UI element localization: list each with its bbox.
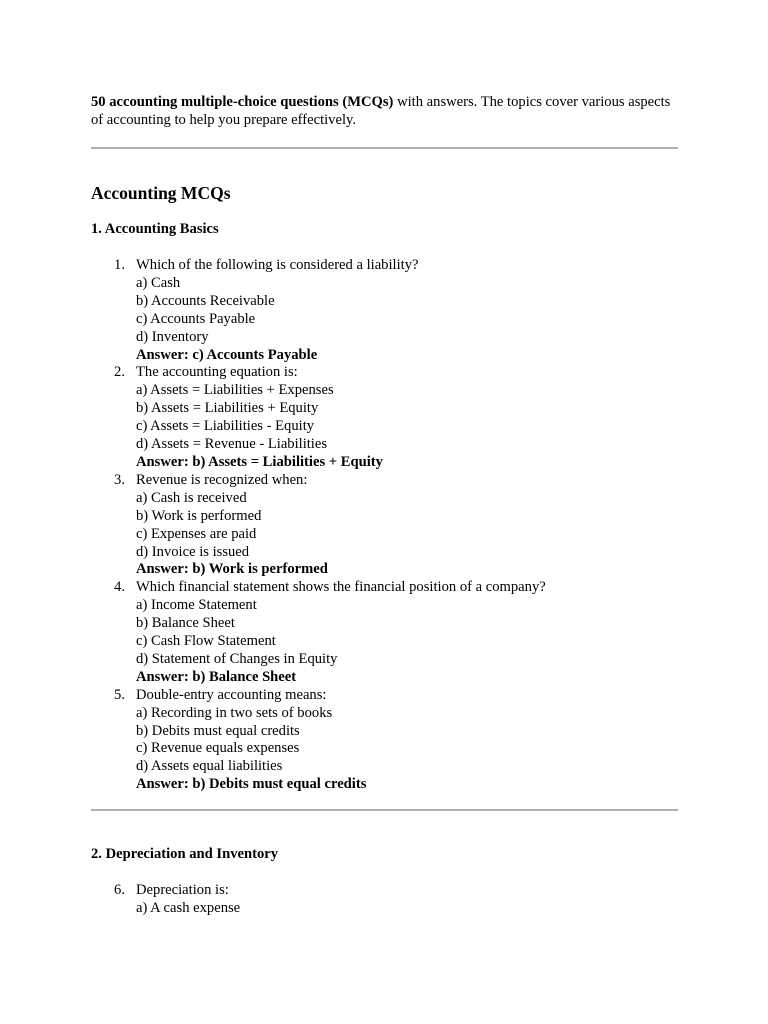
question-list [91, 257, 681, 794]
question-number: 6. [114, 882, 125, 898]
horizontal-divider [91, 809, 678, 811]
option: b) Debits must equal credits [136, 722, 300, 739]
option: c) Assets = Liabilities - Equity [136, 418, 315, 435]
answer: Answer: b) Work is performed [136, 561, 328, 578]
question-list [91, 882, 681, 918]
question-text: Depreciation is: [136, 882, 229, 898]
option: a) Cash [136, 274, 181, 291]
answer: Answer: b) Debits must equal credits [136, 776, 367, 793]
question-text: Which of the following is considered a liability? [136, 257, 419, 273]
option: b) Assets = Liabilities + Equity [136, 400, 319, 417]
option: c) Revenue equals expenses [136, 740, 300, 757]
question-number: 5. [114, 686, 125, 703]
option: b) Work is performed [136, 507, 262, 524]
question-item [91, 257, 681, 364]
question-item [91, 882, 681, 918]
section-title-depreciation-inventory: 2. Depreciation and Inventory [91, 846, 279, 862]
option: a) Cash is received [136, 489, 247, 506]
option: d) Assets = Revenue - Liabilities [136, 436, 328, 453]
option: b) Balance Sheet [136, 615, 235, 632]
question-text: Double-entry accounting means: [136, 686, 327, 703]
question-text: The accounting equation is: [136, 364, 298, 381]
question-number: 2. [114, 364, 125, 381]
question-number: 4. [114, 579, 125, 596]
option: a) A cash expense [136, 899, 241, 916]
answer: Answer: b) Balance Sheet [136, 668, 297, 685]
answer: Answer: c) Accounts Payable [136, 346, 318, 363]
question-item [91, 579, 681, 686]
question-number: 1. [114, 257, 125, 273]
answer: Answer: b) Assets = Liabilities + Equity [136, 453, 383, 470]
option: d) Inventory [136, 328, 209, 345]
option: a) Assets = Liabilities + Expenses [136, 382, 334, 399]
question-item [91, 687, 681, 794]
question-text: Revenue is recognized when: [136, 471, 308, 488]
option: d) Assets equal liabilities [136, 758, 283, 775]
option: d) Invoice is issued [136, 543, 250, 560]
section-title-accounting-basics: 1. Accounting Basics [91, 221, 219, 237]
option: a) Recording in two sets of books [136, 704, 333, 721]
option: a) Income Statement [136, 597, 257, 614]
page-heading: Accounting MCQs [91, 183, 231, 203]
question-item [91, 364, 681, 471]
intro-bold-text: 50 accounting multiple-choice questions (MCQs) [91, 94, 394, 110]
question-text: Which financial statement shows the financial position of a company? [136, 579, 546, 596]
option: c) Expenses are paid [136, 525, 257, 542]
intro-text: with answers. The topics cover various aspects of accounting to help you prepare effectively. [91, 94, 671, 128]
intro-paragraph [91, 94, 681, 130]
question-number: 3. [114, 471, 125, 488]
question-item [91, 472, 681, 579]
option: b) Accounts Receivable [136, 292, 275, 309]
horizontal-divider [91, 147, 678, 149]
option: c) Accounts Payable [136, 310, 256, 327]
option: c) Cash Flow Statement [136, 633, 276, 650]
option: d) Statement of Changes in Equity [136, 650, 338, 667]
